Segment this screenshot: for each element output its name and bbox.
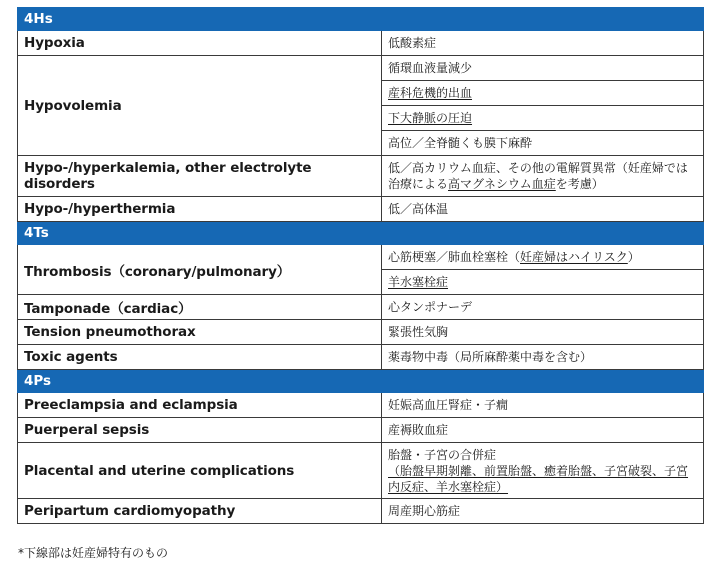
table-row: [18, 393, 704, 418]
table-row: [18, 56, 704, 81]
table-row: [18, 443, 704, 499]
cause-cell: 心タンポナーデ: [382, 295, 704, 320]
cause-cell: [382, 443, 704, 499]
underlined-text: （胎盤早期剝離、前置胎盤、癒着胎盤、子宮破裂、子宮内反症、羊水塞栓症）: [388, 463, 689, 494]
condition-cell: Peripartum cardiomyopathy: [18, 499, 382, 524]
cause-cell: [382, 245, 704, 270]
cause-cell: 高位／全脊髄くも膜下麻酔: [382, 131, 704, 156]
condition-cell: Puerperal sepsis: [18, 418, 382, 443]
section-header-4ts: [18, 222, 704, 245]
cause-cell: 薬毒物中毒（局所麻酔薬中毒を含む）: [382, 345, 704, 370]
condition-cell: Hypo-/hyperkalemia, other electrolyte disorders: [18, 156, 382, 197]
table-row: [18, 295, 704, 320]
cause-text: を考慮）: [555, 177, 604, 191]
condition-cell: Tension pneumothorax: [18, 320, 382, 345]
cause-cell: 妊娠高血圧腎症・子癇: [382, 393, 704, 418]
table-row: [18, 499, 704, 524]
cause-line: [388, 463, 697, 495]
cause-cell: 循環血液量減少: [382, 56, 704, 81]
condition-cell: Hypovolemia: [18, 56, 382, 156]
underlined-text: 産科危機的出血: [388, 86, 473, 100]
table-row: [18, 197, 704, 222]
condition-cell: Hypo-/hyperthermia: [18, 197, 382, 222]
underlined-text: 羊水塞栓症: [388, 275, 449, 289]
condition-cell: Placental and uterine complications: [18, 443, 382, 499]
condition-cell: Hypoxia: [18, 31, 382, 56]
cause-cell: [382, 106, 704, 131]
table-row: [18, 31, 704, 56]
section-title: 4Hs: [18, 8, 704, 31]
underlined-text: 妊産婦はハイリスク: [520, 250, 628, 264]
table-row: [18, 156, 704, 197]
section-header-4hs: [18, 8, 704, 31]
condition-cell: Tamponade（cardiac）: [18, 295, 382, 320]
cause-cell: [382, 156, 704, 197]
table-row: [18, 418, 704, 443]
underlined-text: 下大静脈の圧迫: [388, 111, 473, 125]
cause-cell: 緊張性気胸: [382, 320, 704, 345]
cause-cell: 産褥敗血症: [382, 418, 704, 443]
differential-diagnosis-table: [17, 7, 704, 524]
cause-cell: [382, 81, 704, 106]
cause-text: ）: [627, 250, 640, 264]
cause-line: 胎盤・子宮の合併症: [388, 447, 497, 462]
table-row: [18, 245, 704, 270]
section-header-4ps: [18, 370, 704, 393]
cause-cell: 低酸素症: [382, 31, 704, 56]
table-row: [18, 320, 704, 345]
cause-text: 低／高カリウム血症、その他の電解質異常（妊産婦では治療による: [388, 161, 688, 191]
cause-text: 心筋梗塞／肺血栓塞栓（: [388, 250, 521, 264]
section-title: 4Ts: [18, 222, 704, 245]
cause-cell: 周産期心筋症: [382, 499, 704, 524]
cause-cell: [382, 270, 704, 295]
underlined-text: 高マグネシウム血症: [448, 177, 556, 191]
condition-cell: Toxic agents: [18, 345, 382, 370]
footnote: *下線部は妊産婦特有のもの: [18, 546, 169, 560]
section-title: 4Ps: [18, 370, 704, 393]
table-row: [18, 345, 704, 370]
condition-cell: Thrombosis（coronary/pulmonary）: [18, 245, 382, 295]
cause-cell: 低／高体温: [382, 197, 704, 222]
condition-cell: Preeclampsia and eclampsia: [18, 393, 382, 418]
